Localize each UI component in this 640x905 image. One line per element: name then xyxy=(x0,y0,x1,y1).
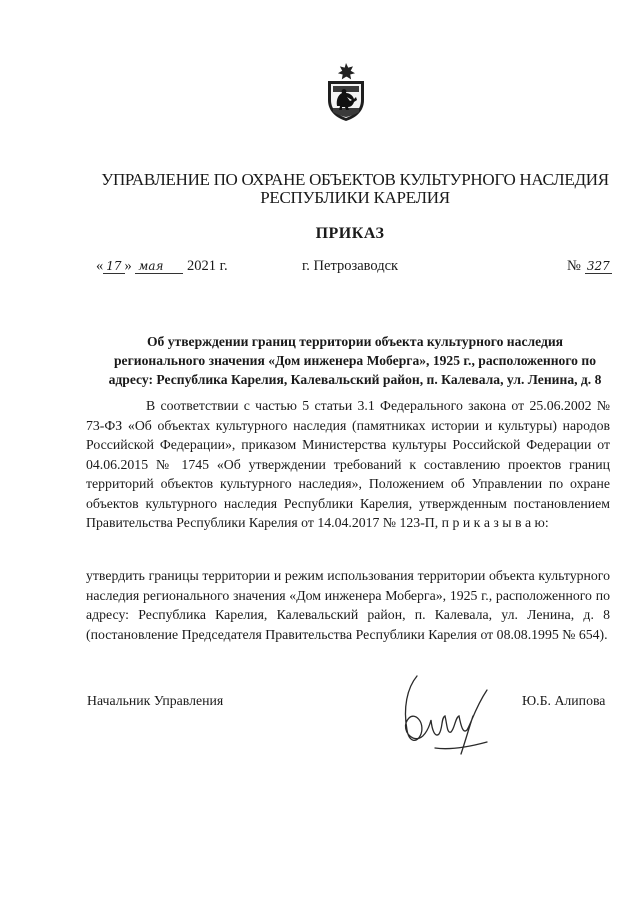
signer-name: Ю.Б. Алипова xyxy=(522,693,606,708)
preamble-paragraph: В соответствии с частью 5 статьи 3.1 Федерального закона от 25.06.2002 № 73-ФЗ «Об объектах культурного наследия (памятниках истории и культуры) народов Российской Федерации», приказом Министерства культуры Российской Федерации от 04.06.2015 № 1745 «Об утверждении требований к составлению проектов границ территорий объектов культурного наследия», Положением об Управлении по охране объектов культурного наследия Республики Карелия, утвержденным постановлением Правительства Республики Карелия от 14.04.2017 № 123-П, п р и к а з ы в а ю: xyxy=(86,398,610,530)
order-date xyxy=(96,258,228,275)
order-subject xyxy=(100,332,610,389)
order-number-label: № xyxy=(567,258,581,274)
coat-of-arms-icon xyxy=(323,62,369,122)
date-year: 2021 г. xyxy=(187,258,228,274)
signer-title: Начальник Управления xyxy=(87,693,224,708)
document-type-title: ПРИКАЗ xyxy=(315,225,385,242)
date-month: мая xyxy=(135,259,183,274)
order-number xyxy=(567,258,612,275)
date-open-quote: « xyxy=(96,258,104,274)
organization-name-line1: УПРАВЛЕНИЕ ПО ОХРАНЕ ОБЪЕКТОВ КУЛЬТУРНОГО НАСЛЕДИЯ xyxy=(101,170,609,189)
order-city: г. Петрозаводск xyxy=(302,258,399,274)
handwritten-signature xyxy=(395,668,495,760)
order-number-value: 327 xyxy=(586,259,610,273)
subject-line2: регионального значения «Дом инженера Моберга», 1925 г., расположенного по xyxy=(113,353,597,368)
order-paragraph: утвердить границы территории и режим использования территории объекта культурного наследия регионального значения «Дом инженера Моберга», 1925 г., расположенного по адресу: Республика Карелия, Калевальский район, п. Калевала, ул. Ленина, д. 8 (постановление Председателя Правительства Республики Карелия от 08.08.1995 № 654). xyxy=(86,568,610,642)
date-close-quote: » xyxy=(124,258,132,274)
organization-name-line2: РЕСПУБЛИКИ КАРЕЛИЯ xyxy=(260,188,450,207)
date-day: 17 xyxy=(103,259,124,274)
subject-line3: адресу: Республика Карелия, Калевальский район, п. Калевала, ул. Ленина, д. 8 xyxy=(108,372,602,387)
subject-line1: Об утверждении границ территории объекта культурного наследия xyxy=(146,334,564,349)
